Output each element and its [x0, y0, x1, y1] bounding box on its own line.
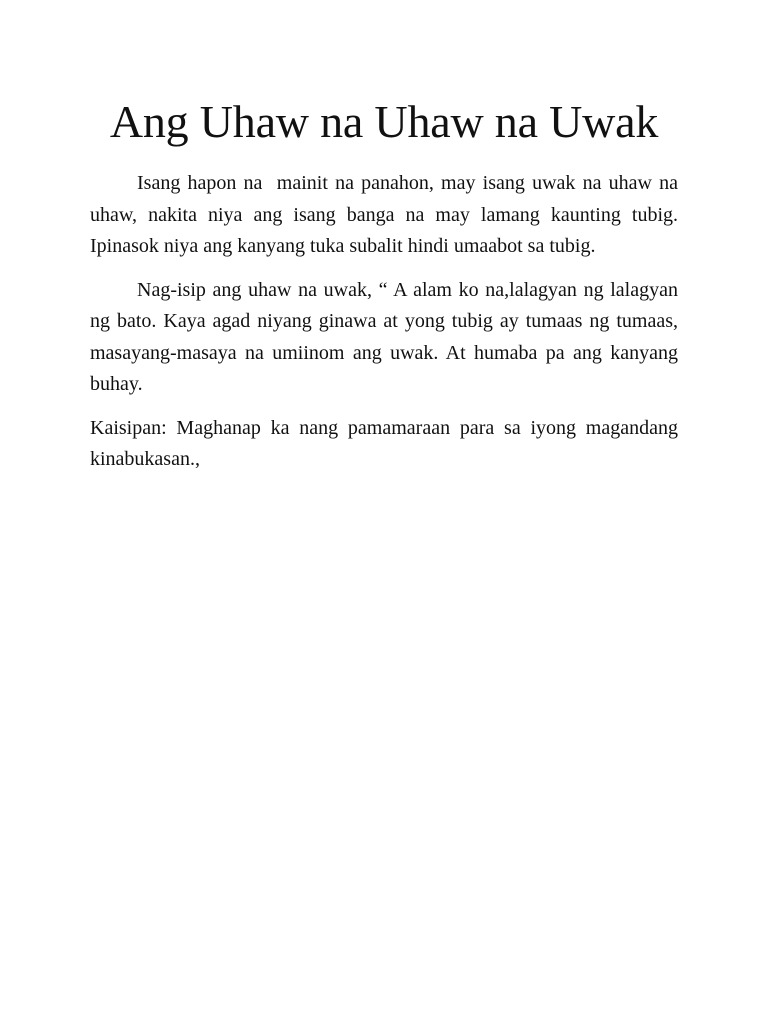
story-paragraph-2: Nag-isip ang uhaw na uwak, “ A alam ko na,lalagyan ng lalagyan ng bato. Kaya agad niyang ginawa at yong tubig ay tumaas ng tumaas, masayang-masaya na umiinom ang uwak. At humaba pa ang kanyang buhay. [90, 278, 683, 395]
story-paragraph-1: Isang hapon na mainit na panahon, may isang uwak na uhaw na uhaw, nakita niya ang isang banga na may lamang kaunting tubig. Ipinasok niya ang kanyang tuka subalit hindi umaabot sa tubig. [90, 172, 683, 257]
document-body [90, 168, 683, 488]
moral-lesson-paragraph: Kaisipan: Maghanap ka nang pamamaraan para sa iyong magandang kinabukasan., [90, 416, 683, 470]
document-title: Ang Uhaw na Uhaw na Uwak [109, 96, 659, 147]
